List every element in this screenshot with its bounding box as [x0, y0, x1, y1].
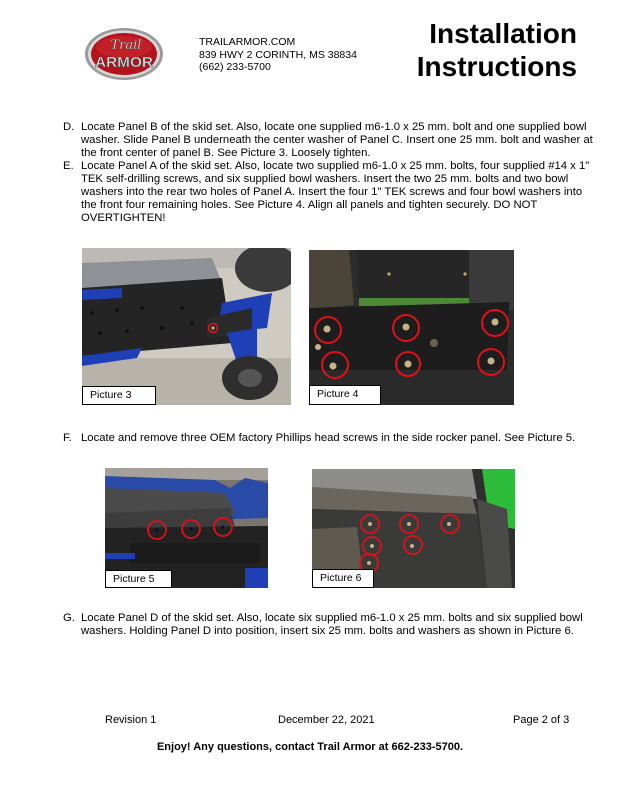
- step-f: [63, 432, 593, 445]
- footer-contact-note: Enjoy! Any questions, contact Trail Armor at 662-233-5700.: [156, 741, 464, 753]
- picture-5: [105, 468, 268, 588]
- step-letter: E.: [63, 160, 74, 172]
- step-text: Locate Panel D of the skid set. Also, locate six supplied m6-1.0 x 25 mm. bolts and six supplied bowl washers. Holding Panel D into position, insert six 25 mm. bolts and washers as shown in Picture 6.: [81, 612, 583, 638]
- title-line-1: Installation: [429, 18, 577, 49]
- caption-picture-5: Picture 5: [105, 570, 172, 588]
- step-letter: F.: [63, 432, 72, 444]
- logo-text-trail: Trail: [110, 38, 142, 53]
- company-address: [199, 36, 357, 74]
- company-street: 839 HWY 2 CORINTH, MS 38834: [199, 48, 357, 61]
- caption-picture-3: Picture 3: [82, 386, 156, 405]
- logo-text-armor: ARMOR: [95, 54, 154, 71]
- company-phone: (662) 233-5700: [199, 61, 271, 73]
- step-text: Locate Panel A of the skid set. Also, locate two supplied m6-1.0 x 25 mm. bolts, four supplied #14 x 1" TEK self-drilling screws, and six supplied bowl washers. Insert the two 25 mm. bolts and two bowl washers into the rear two holes of Panel A. Insert the four 1" TEK screws and four bowl washers into the front four remaining holes. See Picture 4. Align all panels and tighten securely. DO NOT OVERTIGHTEN!: [81, 160, 590, 225]
- footer-revision: Revision 1: [105, 714, 157, 726]
- step-letter: G.: [63, 612, 75, 624]
- trail-armor-logo: [84, 27, 164, 81]
- step-text: Locate and remove three OEM factory Phillips head screws in the side rocker panel. See Picture 5.: [81, 432, 576, 444]
- step-letter: D.: [63, 121, 75, 133]
- picture-6: [312, 469, 515, 588]
- step-text: Locate Panel B of the skid set. Also, locate one supplied m6-1.0 x 25 mm. bolt and one supplied bowl washer. Slide Panel B underneath the center washer of Panel C. Insert one 25 mm. bolt and washer at the front center of panel B. See Picture 3. Loosely tighten.: [81, 121, 593, 160]
- picture-3: [82, 248, 291, 405]
- caption-picture-6: Picture 6: [312, 569, 374, 588]
- footer-date: December 22, 2021: [278, 714, 375, 726]
- company-website: TRAILARMOR.COM: [199, 36, 296, 48]
- page-title: [380, 17, 577, 83]
- step-d: [63, 121, 593, 160]
- footer-page-number: Page 2 of 3: [513, 714, 570, 726]
- step-e: [63, 160, 593, 225]
- picture-4: [309, 250, 514, 405]
- step-g: [63, 612, 593, 638]
- title-line-2: Instructions: [416, 51, 577, 82]
- caption-picture-4: Picture 4: [309, 385, 381, 405]
